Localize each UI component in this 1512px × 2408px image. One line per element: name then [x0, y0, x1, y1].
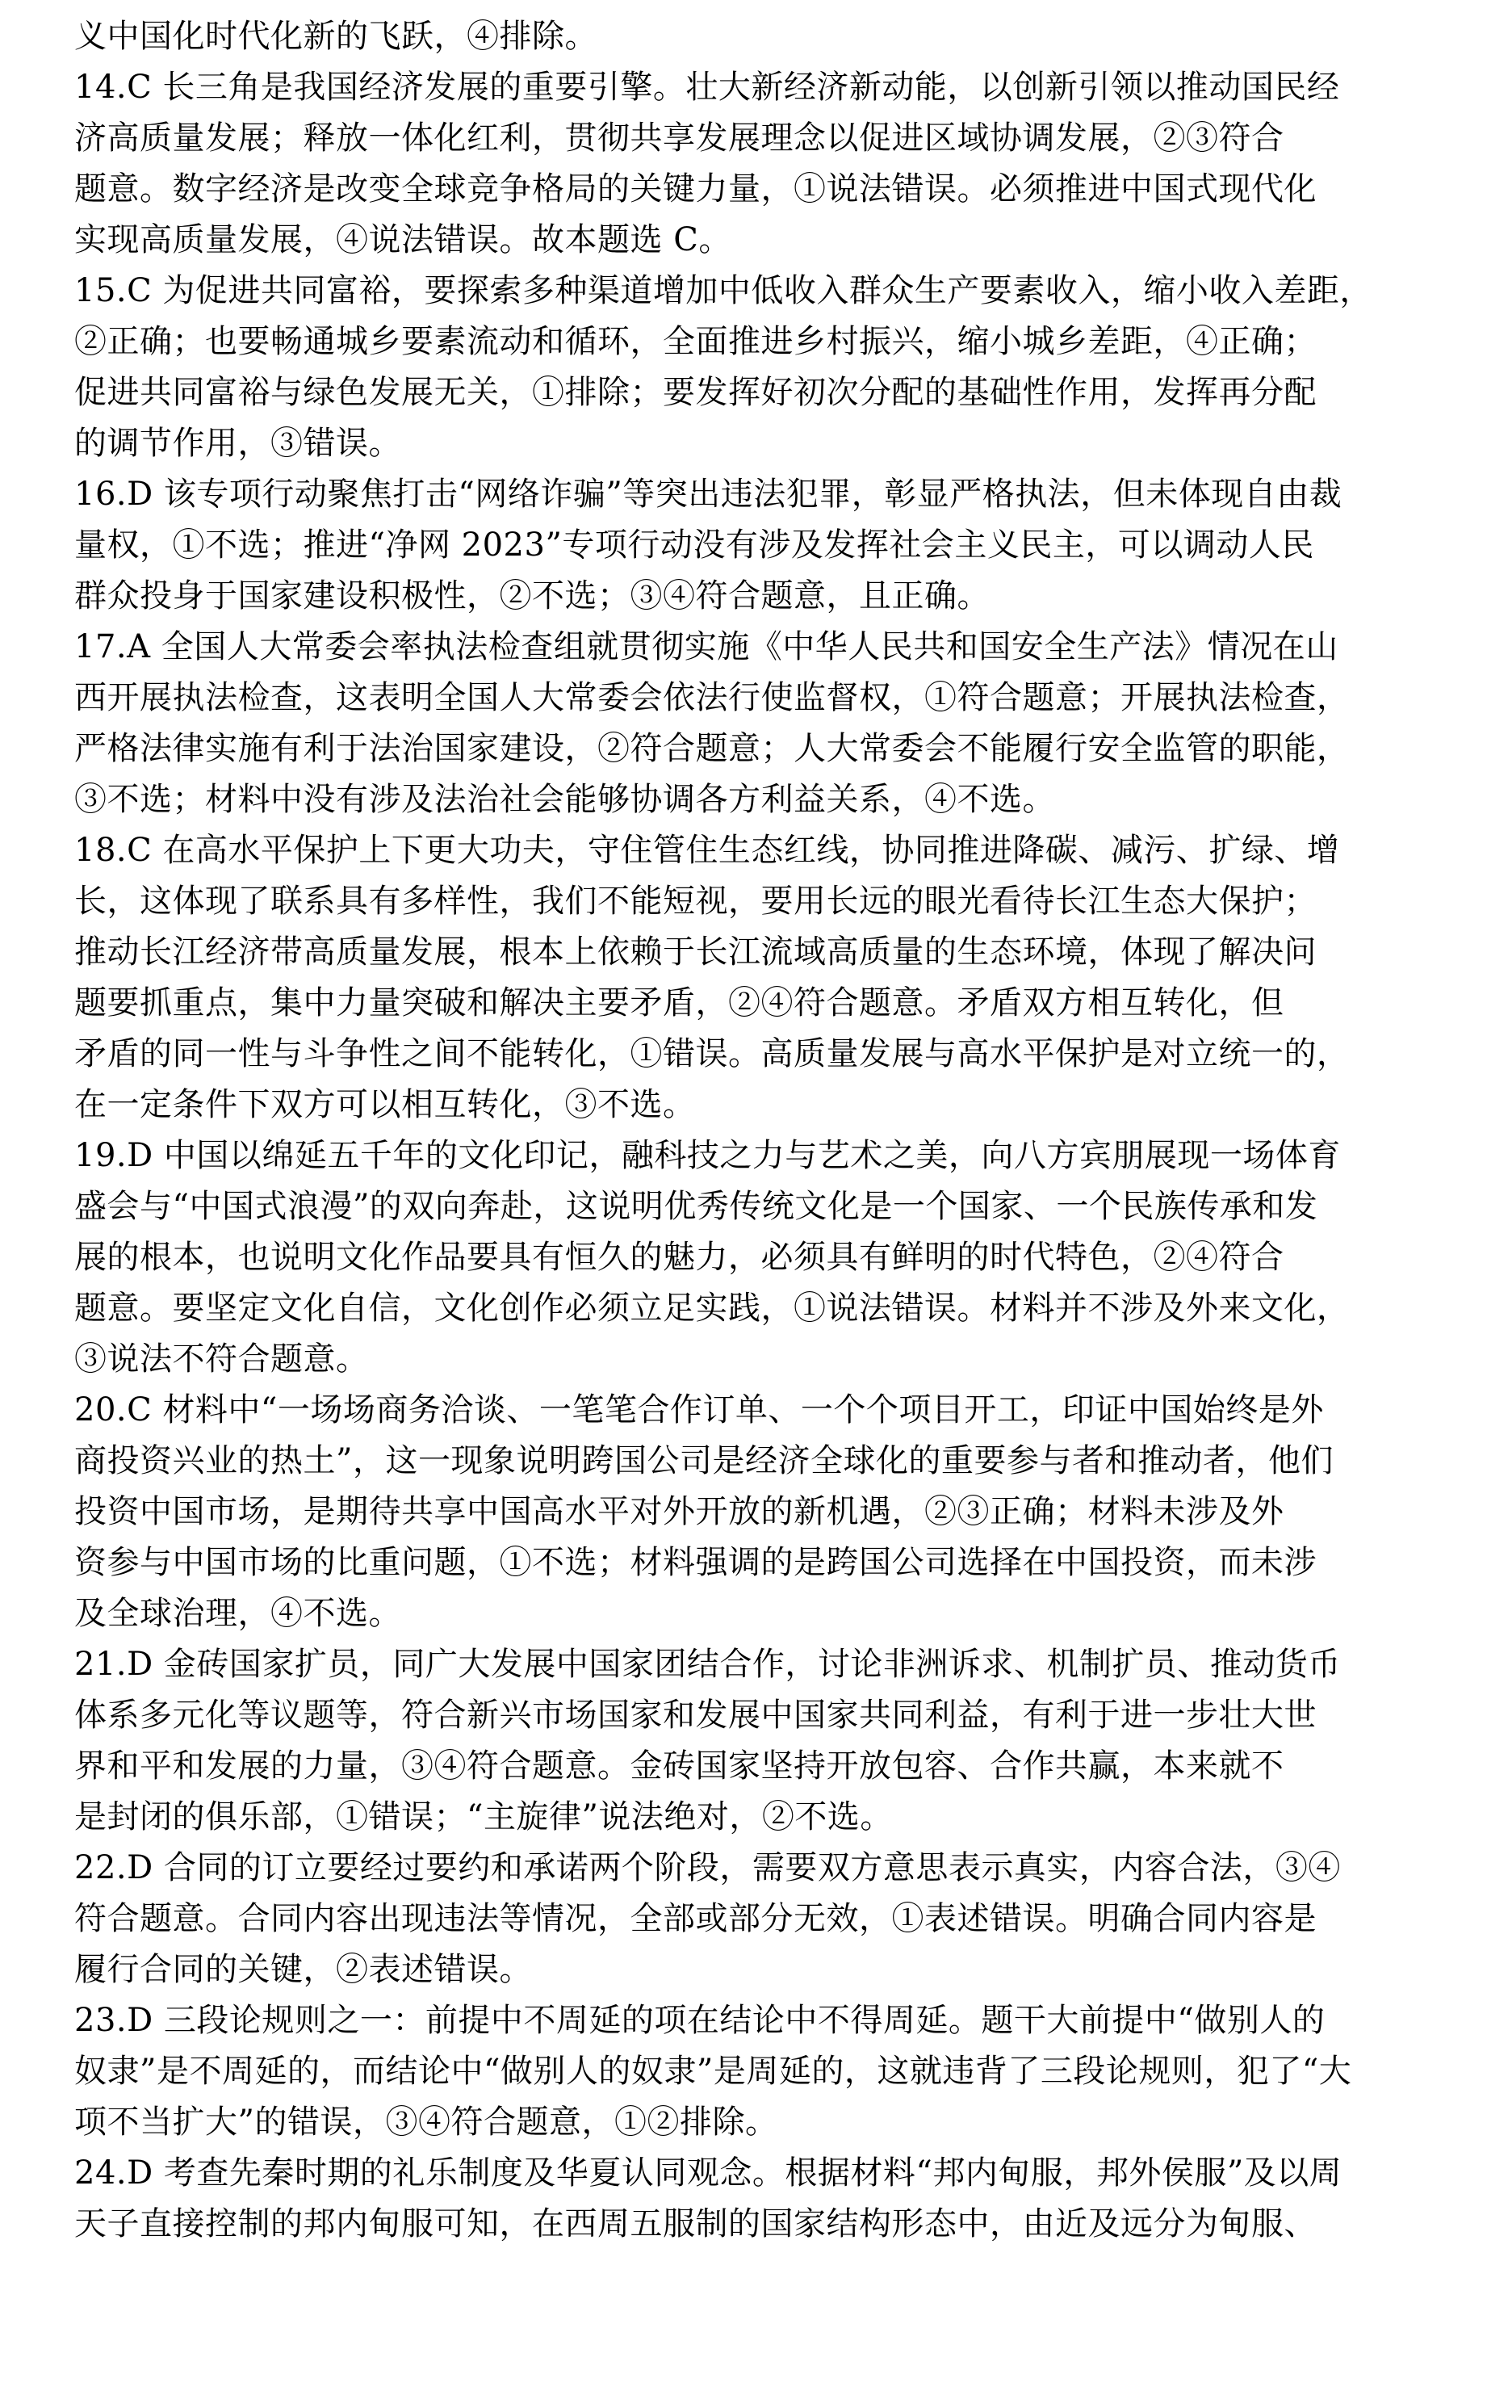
text-line: 长，这体现了联系具有多样性，我们不能短视，要用长远的眼光看待长江生态大保护；	[74, 883, 1317, 920]
text-line: 界和平和发展的力量，③④符合题意。金砖国家坚持开放包容、合作共赢，本来就不	[74, 1747, 1284, 1785]
text-line: 矛盾的同一性与斗争性之间不能转化，①错误。高质量发展与高水平保护是对立统一的，	[74, 1035, 1350, 1072]
text-line: 投资中国市场，是期待共享中国高水平对外开放的新机遇，②③正确；材料未涉及外	[74, 1493, 1284, 1530]
text-line: ③不选；材料中没有涉及法治社会能够协调各方利益关系，④不选。	[74, 781, 1055, 818]
text-line: 严格法律实施有利于法治国家建设，②符合题意；人大常委会不能履行安全监管的职能，	[74, 730, 1350, 767]
text-line: 符合题意。合同内容出现违法等情况，全部或部分无效，①表述错误。明确合同内容是	[74, 1900, 1317, 1937]
text-line: 奴隶”是不周延的，而结论中“做别人的奴隶”是周延的，这就违背了三段论规则，犯了“大	[74, 2053, 1352, 2090]
text-line: 推动长江经济带高质量发展，根本上依赖于长江流域高质量的生态环境，体现了解决问	[74, 933, 1317, 971]
text-line: 题要抓重点，集中力量突破和解决主要矛盾，②④符合题意。矛盾双方相互转化，但	[74, 984, 1284, 1022]
text-line: 14.C 长三角是我国经济发展的重要引擎。壮大新经济新动能，以创新引领以推动国民经	[74, 69, 1340, 106]
text-line: 量权，①不选；推进“净网 2023”专项行动没有涉及发挥社会主义民主，可以调动人民	[74, 526, 1314, 564]
text-line: 天子直接控制的邦内甸服可知，在西周五服制的国家结构形态中，由近及远分为甸服、	[74, 2205, 1317, 2242]
text-line: 济高质量发展；释放一体化红利，贯彻共享发展理念以促进区域协调发展，②③符合	[74, 120, 1284, 157]
text-line: 20.C 材料中“一场场商务洽谈、一笔笔合作订单、一个个项目开工，印证中国始终是外	[74, 1391, 1324, 1428]
text-line: 盛会与“中国式浪漫”的双向奔赴，这说明优秀传统文化是一个国家、一个民族传承和发	[74, 1188, 1318, 1225]
text-line: 15.C 为促进共同富裕，要探索多种渠道增加中低收入群众生产要素收入，缩小收入差距，	[74, 272, 1372, 309]
text-line: 23.D 三段论规则之一：前提中不周延的项在结论中不得周延。题干大前提中“做别人的	[74, 2002, 1326, 2039]
text-line: 展的根本，也说明文化作品要具有恒久的魅力，必须具有鲜明的时代特色，②④符合	[74, 1239, 1284, 1276]
text-line: 题意。要坚定文化自信，文化创作必须立足实践，①说法错误。材料并不涉及外来文化，	[74, 1290, 1350, 1327]
text-line: 资参与中国市场的比重问题，①不选；材料强调的是跨国公司选择在中国投资，而未涉	[74, 1544, 1317, 1581]
text-line: 及全球治理，④不选。	[74, 1595, 401, 1632]
text-line: 义中国化时代化新的飞跃，④排除。	[74, 18, 597, 55]
text-line: 是封闭的俱乐部，①错误；“主旋律”说法绝对，②不选。	[74, 1798, 893, 1835]
text-line: 西开展执法检查，这表明全国人大常委会依法行使监督权，①符合题意；开展执法检查，	[74, 679, 1350, 716]
text-line: ②正确；也要畅通城乡要素流动和循环，全面推进乡村振兴，缩小城乡差距，④正确；	[74, 323, 1317, 360]
text-line: 商投资兴业的热土”，这一现象说明跨国公司是经济全球化的重要参与者和推动者，他们	[74, 1442, 1334, 1479]
text-line: 21.D 金砖国家扩员，同广大发展中国家团结合作，讨论非洲诉求、机制扩员、推动货币	[74, 1646, 1341, 1683]
text-line: 16.D 该专项行动聚焦打击“网络诈骗”等突出违法犯罪，彰显严格执法，但未体现自由裁	[74, 476, 1342, 513]
text-line: 题意。数字经济是改变全球竞争格局的关键力量，①说法错误。必须推进中国式现代化	[74, 170, 1317, 208]
text-line: 在一定条件下双方可以相互转化，③不选。	[74, 1086, 696, 1123]
text-line: 的调节作用，③错误。	[74, 425, 401, 462]
text-line: 22.D 合同的订立要经过要约和承诺两个阶段，需要双方意思表示真实，内容合法，③④	[74, 1849, 1341, 1886]
text-line: 群众投身于国家建设积极性，②不选；③④符合题意，且正确。	[74, 577, 990, 615]
text-line: 促进共同富裕与绿色发展无关，①排除；要发挥好初次分配的基础性作用，发挥再分配	[74, 374, 1317, 411]
text-line: 体系多元化等议题等，符合新兴市场国家和发展中国家共同利益，有利于进一步壮大世	[74, 1697, 1317, 1734]
text-line: ③说法不符合题意。	[74, 1340, 369, 1378]
text-line: 17.A 全国人大常委会率执法检查组就贯彻实施《中华人民共和国安全生产法》情况在山	[74, 628, 1338, 665]
text-line: 24.D 考查先秦时期的礼乐制度及华夏认同观念。根据材料“邦内甸服，邦外侯服”及以周	[74, 2154, 1342, 2192]
text-line: 18.C 在高水平保护上下更大功夫，守住管住生态红线，协同推进降碳、减污、扩绿、增	[74, 832, 1340, 869]
text-line: 实现高质量发展，④说法错误。故本题选 C。	[74, 221, 731, 258]
text-line: 项不当扩大”的错误，③④符合题意，①②排除。	[74, 2104, 778, 2141]
text-line: 19.D 中国以绵延五千年的文化印记，融科技之力与艺术之美，向八方宾朋展现一场体育	[74, 1137, 1341, 1174]
text-line: 履行合同的关键，②表述错误。	[74, 1951, 532, 1988]
